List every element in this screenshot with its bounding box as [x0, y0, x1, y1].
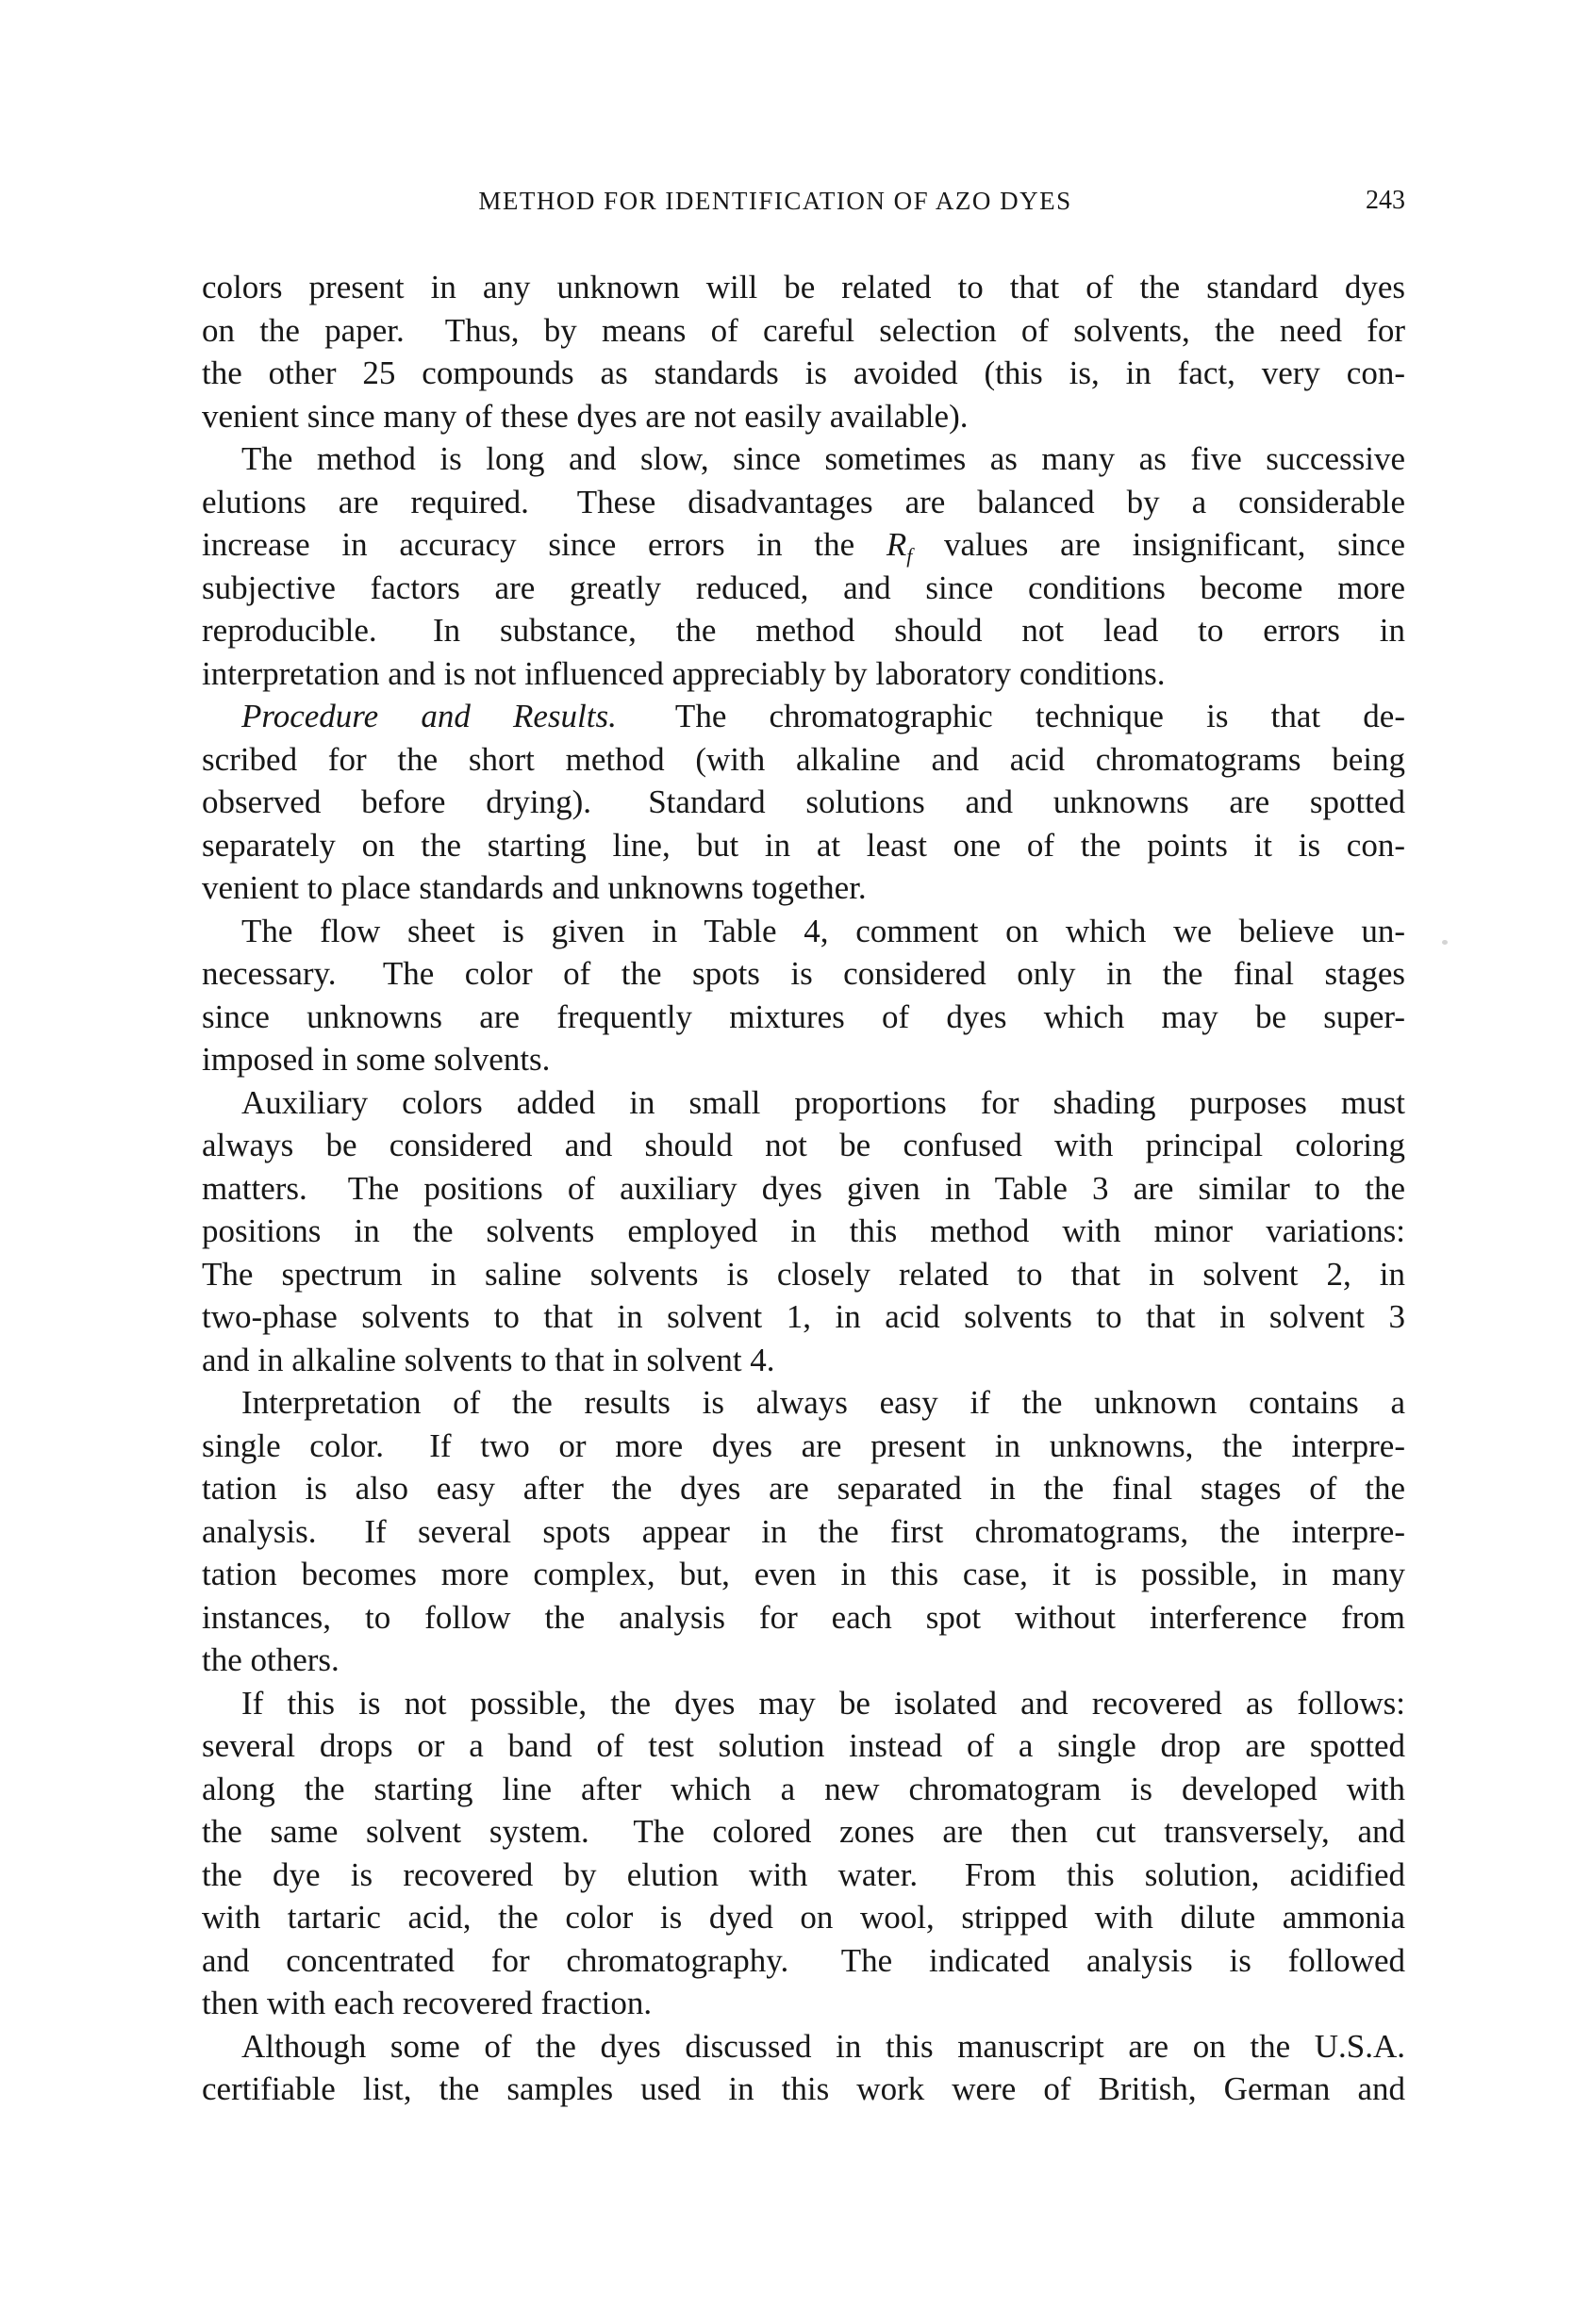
text-segment: always be considered and should not be confused with principal coloring	[202, 1127, 1405, 1163]
text-line	[202, 1682, 1405, 1725]
text-segment: colors present in any unknown will be related to that of the standard dyes	[202, 269, 1405, 305]
text-line	[202, 1124, 1405, 1167]
text-line	[202, 1596, 1405, 1640]
paragraph	[202, 437, 1405, 695]
text-segment: elutions are required. These disadvantages are balanced by a considerable	[202, 483, 1405, 520]
text-segment: interpretation and is not influenced appreciably by laboratory conditions.	[202, 654, 1166, 692]
text-segment: with tartaric acid, the color is dyed on wool, stripped with dilute ammonia	[202, 1899, 1405, 1936]
text-line	[202, 1510, 1405, 1554]
text-line	[202, 1339, 1405, 1382]
text-segment: several drops or a band of test solution instead of a single drop are spotted	[202, 1727, 1405, 1764]
text-segment: subjective factors are greatly reduced, and since conditions become more	[202, 569, 1405, 606]
text-line	[202, 437, 1405, 481]
text-line	[202, 738, 1405, 782]
text-segment: necessary. The color of the spots is considered only in the final stages	[202, 955, 1405, 992]
text-segment: The method is long and slow, since sometimes as many as five successive	[241, 440, 1405, 477]
text-segment: instances, to follow the analysis for each spot without interference from	[202, 1598, 1405, 1636]
text-line	[202, 1425, 1405, 1468]
text-segment: tation is also easy after the dyes are separated in the final stages of the	[202, 1470, 1405, 1507]
paragraph	[202, 1381, 1405, 1682]
text-segment: the other 25 compounds as standards is avoided (this is, in fact, very con-	[202, 354, 1405, 391]
text-segment: separately on the starting line, but in at least one of the points it is con-	[202, 826, 1405, 864]
text-line	[202, 824, 1405, 867]
text-line	[202, 1467, 1405, 1510]
text-segment: the others.	[202, 1641, 340, 1678]
text-line	[202, 1768, 1405, 1811]
text-line	[202, 952, 1405, 996]
page-number: 243	[1366, 186, 1405, 215]
text-line	[202, 609, 1405, 652]
text-line	[202, 1253, 1405, 1296]
text-line	[202, 1939, 1405, 1983]
text-segment: The chromatographic technique is that de-	[616, 698, 1405, 734]
text-line	[202, 567, 1405, 610]
paragraph	[202, 695, 1405, 910]
text-segment: venient since many of these dyes are not easily available).	[202, 397, 969, 435]
text-segment: observed before drying). Standard solutions and unknowns are spotted	[202, 783, 1405, 820]
text-segment: Although some of the dyes discussed in this manuscript are on the U.S.A.	[241, 2027, 1405, 2065]
italic-text-segment: Procedure and Results.	[241, 698, 617, 734]
scan-artifact-dot	[1442, 940, 1448, 945]
text-segment: tation becomes more complex, but, even in this case, it is possible, in many	[202, 1556, 1405, 1592]
paragraph	[202, 266, 1405, 437]
text-line	[202, 1810, 1405, 1854]
paragraph	[202, 910, 1405, 1081]
running-head	[202, 181, 1405, 221]
text-segment: certifiable list, the samples used in this work were of British, German and	[202, 2070, 1405, 2107]
text-line	[202, 1896, 1405, 1939]
text-segment: Auxiliary colors added in small proportions for shading purposes must	[241, 1083, 1405, 1121]
body-text	[202, 266, 1405, 2111]
text-segment: analysis. If several spots appear in the first chromatograms, the interpre-	[202, 1512, 1405, 1550]
text-line	[202, 1038, 1405, 1081]
text-line	[202, 1381, 1405, 1425]
text-line	[202, 1639, 1405, 1682]
text-line	[202, 481, 1405, 524]
page-header-title: METHOD FOR IDENTIFICATION OF AZO DYES	[478, 187, 1072, 215]
text-segment: The spectrum in saline solvents is closely related to that in solvent 2, in	[202, 1255, 1405, 1293]
text-segment: the dye is recovered by elution with water. From this solution, acidified	[202, 1855, 1405, 1893]
text-line	[202, 1982, 1405, 2025]
text-line	[202, 266, 1405, 309]
paragraph	[202, 2025, 1405, 2111]
text-line	[202, 1724, 1405, 1768]
text-segment: single color. If two or more dyes are present in unknowns, the interpre-	[202, 1426, 1405, 1464]
text-line	[202, 2025, 1405, 2069]
text-line	[202, 652, 1405, 696]
text-segment: The flow sheet is given in Table 4, comment on which we believe un-	[241, 912, 1405, 949]
text-line	[202, 309, 1405, 353]
text-line	[202, 910, 1405, 953]
text-segment: on the paper. Thus, by means of careful selection of solvents, the need for	[202, 311, 1405, 349]
text-segment: If this is not possible, the dyes may be isolated and recovered as follows:	[241, 1684, 1405, 1722]
text-segment: increase in accuracy since errors in the	[202, 526, 887, 563]
text-segment: scribed for the short method (with alkaline and acid chromatograms being	[202, 740, 1405, 778]
text-line	[202, 2068, 1405, 2111]
text-line	[202, 866, 1405, 910]
text-segment: Interpretation of the results is always easy if the unknown contains a	[241, 1384, 1405, 1421]
text-line	[202, 395, 1405, 438]
text-line	[202, 1295, 1405, 1339]
text-segment: values are insignificant, since	[912, 526, 1405, 563]
text-segment: since unknowns are frequently mixtures of dyes which may be super-	[202, 997, 1405, 1035]
text-line	[202, 1854, 1405, 1897]
text-segment: reproducible. In substance, the method should not lead to errors in	[202, 612, 1405, 649]
text-segment: the same solvent system. The colored zones are then cut transversely, and	[202, 1813, 1405, 1850]
text-segment: and in alkaline solvents to that in solvent 4.	[202, 1341, 775, 1378]
text-line	[202, 781, 1405, 824]
text-segment: venient to place standards and unknowns together.	[202, 869, 867, 906]
text-line	[202, 352, 1405, 395]
text-line	[202, 523, 1405, 567]
text-segment: imposed in some solvents.	[202, 1041, 551, 1078]
text-line	[202, 996, 1405, 1039]
text-segment: matters. The positions of auxiliary dyes given in Table 3 are similar to the	[202, 1169, 1405, 1207]
text-line	[202, 1210, 1405, 1253]
text-line	[202, 695, 1405, 738]
text-segment: then with each recovered fraction.	[202, 1985, 653, 2021]
paragraph	[202, 1682, 1405, 2025]
text-line	[202, 1553, 1405, 1596]
text-line	[202, 1081, 1405, 1125]
text-segment: along the starting line after which a new chromatogram is developed with	[202, 1770, 1405, 1807]
text-segment: two-phase solvents to that in solvent 1, in acid solvents to that in solvent 3	[202, 1298, 1405, 1335]
text-segment: and concentrated for chromatography. The indicated analysis is followed	[202, 1941, 1405, 1979]
paragraph	[202, 1081, 1405, 1382]
text-segment: positions in the solvents employed in this method with minor variations:	[202, 1212, 1405, 1249]
rf-value-symbol: $R_f$	[886, 526, 913, 568]
text-line	[202, 1167, 1405, 1211]
